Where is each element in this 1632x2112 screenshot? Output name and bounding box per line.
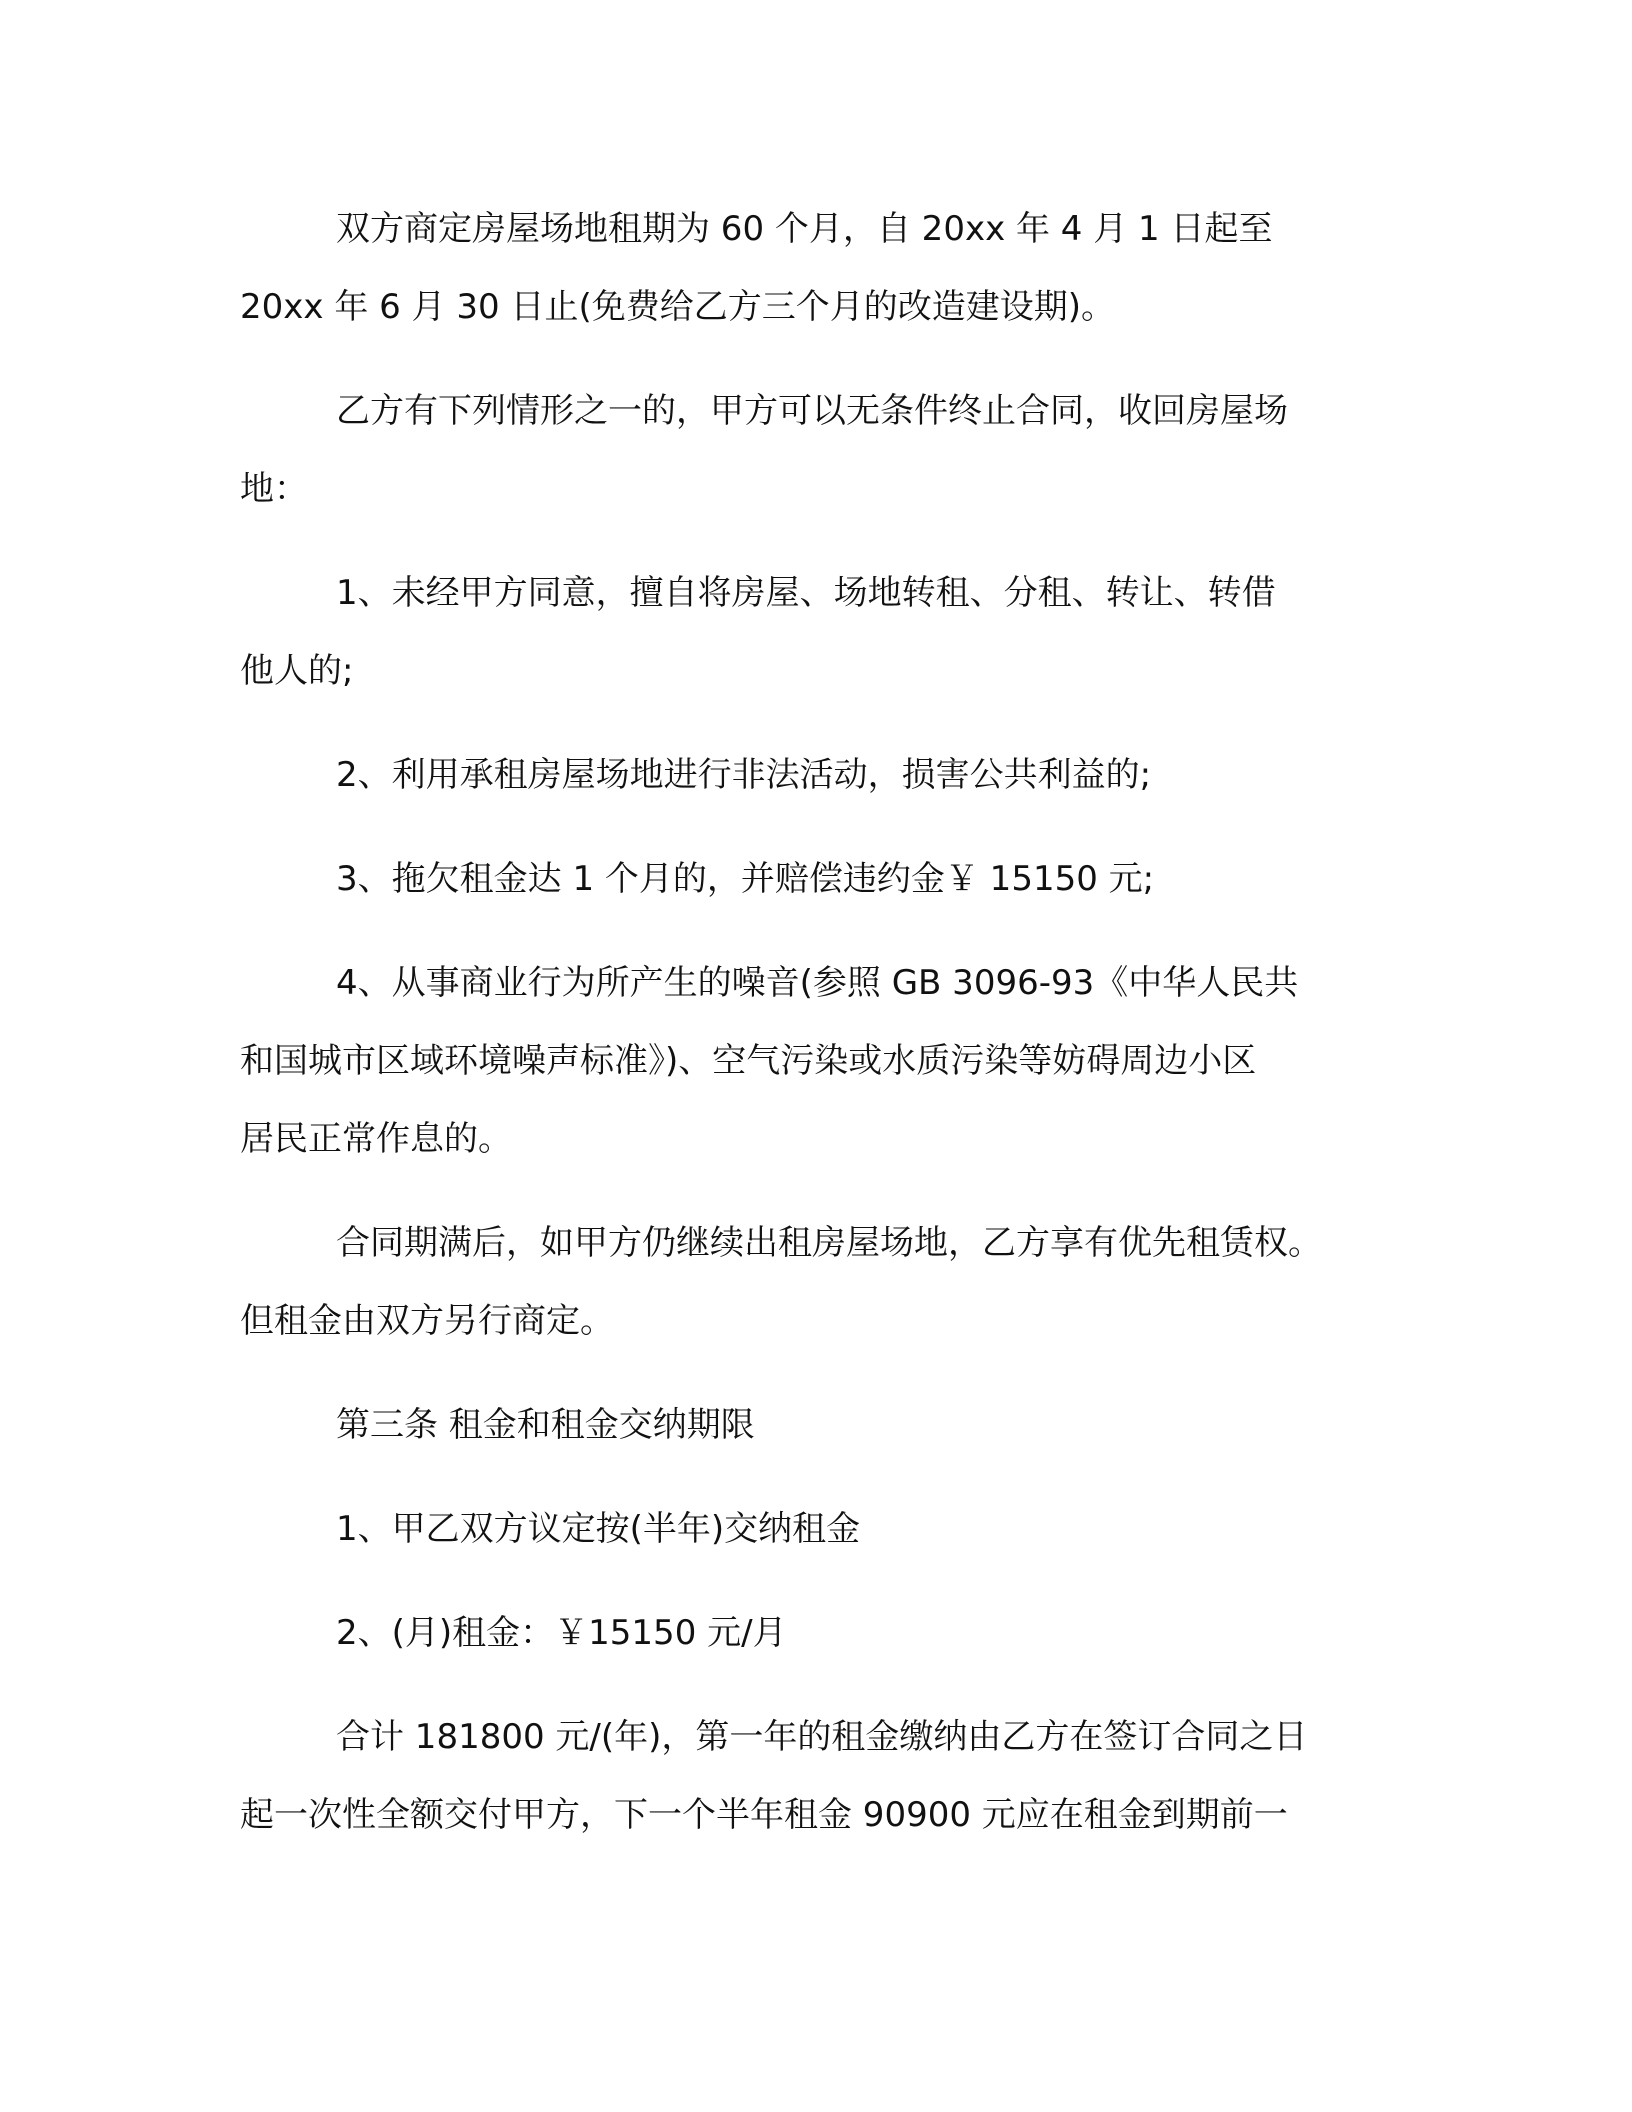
paragraph-termination-conditions bbox=[240, 372, 1410, 528]
paragraph-item-1 bbox=[240, 554, 1410, 710]
text-line: 第三条 租金和租金交纳期限 bbox=[336, 1405, 755, 1445]
text-line: 1、甲乙双方议定按(半年)交纳租金 bbox=[336, 1509, 861, 1549]
text-line: 双方商定房屋场地租期为 60 个月，自 20xx 年 4 月 1 日起至 bbox=[336, 209, 1273, 249]
text-line: 2、(月)租金：￥15150 元/月 bbox=[336, 1613, 787, 1653]
paragraph-item-4 bbox=[240, 944, 1410, 1178]
text-line: 和国城市区域环境噪声标准》)、空气污染或水质污染等妨碍周边小区 bbox=[240, 1041, 1257, 1081]
paragraph-item-3 bbox=[240, 840, 1410, 918]
paragraph-item-2 bbox=[240, 736, 1410, 814]
paragraph-rent-item-2 bbox=[240, 1594, 1410, 1672]
text-line: 2、利用承租房屋场地进行非法活动，损害公共利益的; bbox=[336, 755, 1152, 795]
text-line: 4、从事商业行为所产生的噪音(参照 GB 3096-93《中华人民共 bbox=[336, 963, 1299, 1003]
section-heading-article-3 bbox=[240, 1386, 1410, 1464]
text-line: 合计 181800 元/(年)，第一年的租金缴纳由乙方在签订合同之日 bbox=[336, 1717, 1308, 1757]
text-line: 起一次性全额交付甲方，下一个半年租金 90900 元应在租金到期前一 bbox=[240, 1795, 1288, 1835]
paragraph-rent-item-1 bbox=[240, 1490, 1410, 1568]
text-line: 他人的; bbox=[240, 651, 354, 691]
text-line: 地： bbox=[240, 469, 308, 509]
text-line: 合同期满后，如甲方仍继续出租房屋场地，乙方享有优先租赁权。 bbox=[336, 1223, 1322, 1263]
text-line: 但租金由双方另行商定。 bbox=[240, 1301, 614, 1341]
text-line: 乙方有下列情形之一的，甲方可以无条件终止合同，收回房屋场 bbox=[336, 391, 1288, 431]
paragraph-rent-total bbox=[240, 1698, 1410, 1854]
paragraph-renewal bbox=[240, 1204, 1410, 1360]
text-line: 居民正常作息的。 bbox=[240, 1119, 512, 1159]
paragraph-lease-term bbox=[240, 190, 1410, 346]
text-line: 20xx 年 6 月 30 日止(免费给乙方三个月的改造建设期)。 bbox=[240, 287, 1115, 327]
text-line: 1、未经甲方同意，擅自将房屋、场地转租、分租、转让、转借 bbox=[336, 573, 1276, 613]
document-body bbox=[240, 190, 1410, 1880]
text-line: 3、拖欠租金达 1 个月的，并赔偿违约金￥ 15150 元; bbox=[336, 859, 1155, 899]
